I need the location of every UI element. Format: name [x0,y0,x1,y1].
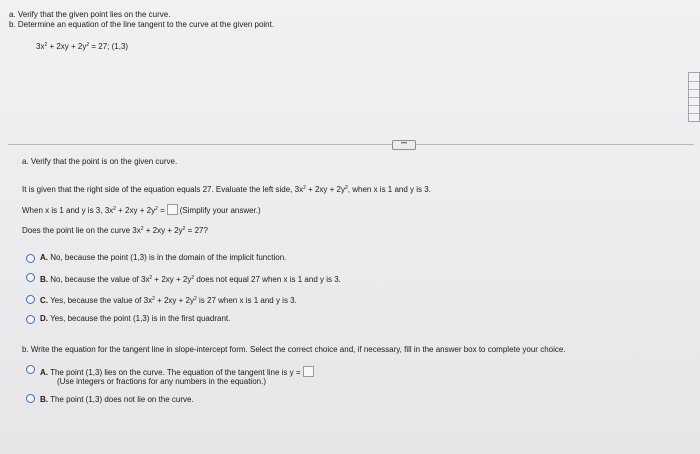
instruction-a: a. Verify that the given point lies on the curve. [9,10,171,19]
instruction-b: b. Determine an equation of the line tangent to the curve at the given point. [9,20,275,29]
radio-choice-b-b[interactable] [26,394,35,403]
part-a-question: Does the point lie on the curve $3x^2 + 2xy + 2y^2 = 27$? [22,226,208,235]
radio-choice-a[interactable] [26,254,35,263]
tangent-line-answer-box[interactable] [303,366,314,377]
radio-choice-b-a[interactable] [26,365,35,374]
part-a-given-text: It is given that the right side of the equation equals 27. Evaluate the left side, $3x^2 + 2xy + 2y^2$, when x is 1 and y is 3. [22,185,431,194]
choice-b-b[interactable]: B. The point (1,3) does not lie on the curve. [40,395,194,404]
section-divider [8,144,694,145]
part-a-evaluate-line: When x is 1 and y is 3, $3x^2 + 2xy + 2y^2$ = (Simplify your answer.) [22,206,261,215]
radio-choice-d[interactable] [26,315,35,324]
choice-c[interactable]: C. Yes, because the value of $3x^2 + 2xy + 2y^2$ is 27 when x is 1 and y is 3. [40,296,297,305]
choice-b-a[interactable]: A. The point (1,3) lies on the curve. The equation of the tangent line is y = [40,366,316,378]
radio-choice-c[interactable] [26,295,35,304]
radio-choice-b[interactable] [26,273,35,282]
simplify-hint: (Simplify your answer.) [179,206,261,215]
choice-d[interactable]: D. Yes, because the point (1,3) is in the first quadrant. [40,314,231,323]
left-side-answer-box[interactable] [167,204,178,215]
curve-equation: $3x^2 + 2xy + 2y^2 = 27$; (1,3) [36,42,129,51]
show-more-button[interactable]: ••• [392,140,416,150]
choice-b[interactable]: B. No, because the value of $3x^2 + 2xy + 2y^2$ does not equal 27 when x is 1 and y is 3. [40,275,341,284]
choice-a[interactable]: A. No, because the point (1,3) is in the domain of the implicit function. [40,253,287,262]
side-toolbar[interactable] [688,72,700,122]
choice-b-a-note: (Use integers or fractions for any numbers in the equation.) [57,377,266,386]
part-b-heading: b. Write the equation for the tangent line in slope-intercept form. Select the correct choice and, if necessary, fill in the answer box to complete your choice. [22,345,566,354]
part-a-heading: a. Verify that the point is on the given curve. [22,157,178,166]
